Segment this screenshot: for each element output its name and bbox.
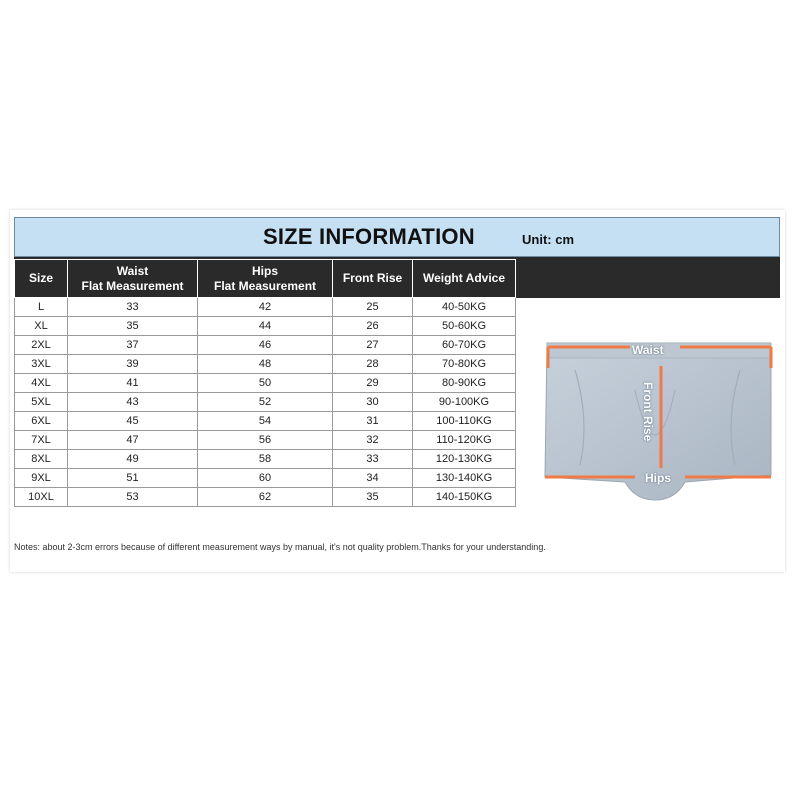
cell-rise: 31 bbox=[333, 412, 413, 431]
cell-hips: 62 bbox=[198, 488, 333, 507]
cell-rise: 35 bbox=[333, 488, 413, 507]
cell-waist: 33 bbox=[68, 298, 198, 317]
cell-weight: 70-80KG bbox=[413, 355, 516, 374]
cell-waist: 41 bbox=[68, 374, 198, 393]
cell-rise: 28 bbox=[333, 355, 413, 374]
cell-hips: 60 bbox=[198, 469, 333, 488]
cell-rise: 34 bbox=[333, 469, 413, 488]
cell-weight: 80-90KG bbox=[413, 374, 516, 393]
notes-text: Notes: about 2-3cm errors because of different measurement ways by manual, it's not quality problem.Thanks for your understanding. bbox=[14, 542, 546, 552]
table-row bbox=[15, 412, 516, 431]
cell-weight: 130-140KG bbox=[413, 469, 516, 488]
cell-size: 8XL bbox=[15, 450, 68, 469]
unit-label: Unit: cm bbox=[522, 232, 574, 247]
cell-weight: 110-120KG bbox=[413, 431, 516, 450]
cell-size: L bbox=[15, 298, 68, 317]
cell-weight: 60-70KG bbox=[413, 336, 516, 355]
cell-waist: 45 bbox=[68, 412, 198, 431]
table-header-row bbox=[15, 260, 516, 298]
table-row bbox=[15, 374, 516, 393]
cell-weight: 50-60KG bbox=[413, 317, 516, 336]
cell-hips: 50 bbox=[198, 374, 333, 393]
cell-size: 3XL bbox=[15, 355, 68, 374]
cell-weight: 120-130KG bbox=[413, 450, 516, 469]
waist-label: Waist bbox=[632, 343, 664, 357]
cell-waist: 37 bbox=[68, 336, 198, 355]
cell-waist: 47 bbox=[68, 431, 198, 450]
cell-hips: 48 bbox=[198, 355, 333, 374]
table-row bbox=[15, 469, 516, 488]
cell-weight: 40-50KG bbox=[413, 298, 516, 317]
cell-size: 9XL bbox=[15, 469, 68, 488]
cell-hips: 52 bbox=[198, 393, 333, 412]
cell-size: 5XL bbox=[15, 393, 68, 412]
table-row bbox=[15, 336, 516, 355]
table-row bbox=[15, 450, 516, 469]
cell-size: 2XL bbox=[15, 336, 68, 355]
table-row bbox=[15, 298, 516, 317]
cell-size: XL bbox=[15, 317, 68, 336]
chart-title: SIZE INFORMATION bbox=[263, 224, 475, 249]
cell-waist: 43 bbox=[68, 393, 198, 412]
front-rise-label: Front Rise bbox=[641, 382, 655, 442]
cell-hips: 58 bbox=[198, 450, 333, 469]
table-row bbox=[15, 431, 516, 450]
cell-hips: 54 bbox=[198, 412, 333, 431]
cell-size: 4XL bbox=[15, 374, 68, 393]
cell-waist: 35 bbox=[68, 317, 198, 336]
cell-rise: 27 bbox=[333, 336, 413, 355]
hips-label: Hips bbox=[645, 471, 672, 485]
table-row bbox=[15, 355, 516, 374]
header-weight-advice: Weight Advice bbox=[413, 260, 516, 298]
header-waist: Waist Flat Measurement bbox=[68, 260, 198, 298]
cell-size: 6XL bbox=[15, 412, 68, 431]
cell-size: 7XL bbox=[15, 431, 68, 450]
header-hips: Hips Flat Measurement bbox=[198, 260, 333, 298]
cell-rise: 29 bbox=[333, 374, 413, 393]
cell-rise: 32 bbox=[333, 431, 413, 450]
cell-rise: 33 bbox=[333, 450, 413, 469]
cell-size: 10XL bbox=[15, 488, 68, 507]
cell-rise: 30 bbox=[333, 393, 413, 412]
cell-waist: 49 bbox=[68, 450, 198, 469]
cell-waist: 53 bbox=[68, 488, 198, 507]
table-row bbox=[15, 317, 516, 336]
cell-hips: 46 bbox=[198, 336, 333, 355]
size-table bbox=[14, 259, 516, 507]
cell-rise: 26 bbox=[333, 317, 413, 336]
header-front-rise: Front Rise bbox=[333, 260, 413, 298]
cell-waist: 39 bbox=[68, 355, 198, 374]
table-row bbox=[15, 393, 516, 412]
cell-hips: 56 bbox=[198, 431, 333, 450]
cell-hips: 44 bbox=[198, 317, 333, 336]
boxer-measurement-diagram bbox=[535, 330, 780, 520]
header-size: Size bbox=[15, 260, 68, 298]
cell-rise: 25 bbox=[333, 298, 413, 317]
cell-weight: 90-100KG bbox=[413, 393, 516, 412]
boxer-briefs-illustration bbox=[535, 330, 780, 520]
cell-hips: 42 bbox=[198, 298, 333, 317]
cell-weight: 100-110KG bbox=[413, 412, 516, 431]
cell-waist: 51 bbox=[68, 469, 198, 488]
table-row bbox=[15, 488, 516, 507]
cell-weight: 140-150KG bbox=[413, 488, 516, 507]
